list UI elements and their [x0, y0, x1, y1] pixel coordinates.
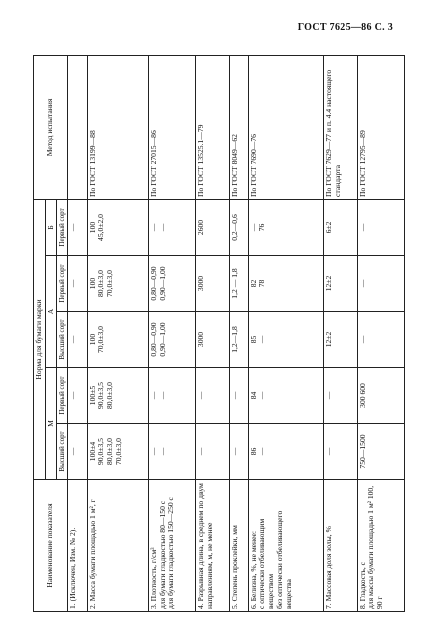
row-name: 3. Плотность, г/см³ для бумаги гладкостью 80—150 с для бумаги гладкостью 150—250 с: [149, 480, 196, 612]
cell-m-first: — —: [149, 368, 196, 424]
cell-a-top: 0,80—0,90 0,90—1,00: [149, 312, 196, 368]
cell-a-first: 1,2 — 1,8: [229, 256, 248, 312]
header-a-top: Высший сорт: [57, 312, 68, 368]
cell-m-first: —: [324, 368, 357, 424]
cell-m-top: 100±4 90,0±3,5 80,0±3,0 70,0±3,0: [87, 424, 149, 480]
table-row: [248, 55, 324, 611]
cell-m-top: 750—1500: [357, 424, 404, 480]
cell-m-top: —: [68, 424, 87, 480]
cell-b-first: 100 45,0±2,0: [87, 199, 149, 255]
row-name: 2. Масса бумаги площадью 1 м², г: [87, 480, 149, 612]
cell-m-top: —: [229, 424, 248, 480]
table-row: [87, 55, 149, 611]
cell-a-first: 12±2: [324, 256, 357, 312]
cell-a-top: —: [68, 312, 87, 368]
cell-method: По ГОСТ 8049—62: [229, 55, 248, 199]
cell-b-first: 2600: [196, 199, 229, 255]
cell-m-top: —: [324, 424, 357, 480]
cell-method: По ГОСТ 27015—86: [149, 55, 196, 199]
cell-b-first: — —: [149, 199, 196, 255]
row-name: 6. Белизна, %, не менее: с оптически отбеливающим веществом без оптически отбеливающего вещества: [248, 480, 324, 612]
header-a-first: Первый сорт: [57, 256, 68, 312]
row-name: 7. Массовая доля золы, %: [324, 480, 357, 612]
table-row: [68, 55, 87, 611]
cell-b-first: —: [68, 199, 87, 255]
cell-method: По ГОСТ 7690—76: [248, 55, 324, 199]
row-name: 8. Гладкость, с для массы бумаги площадью 1 м² 100, 90 г: [357, 480, 404, 612]
header-grade-b: Б: [45, 199, 57, 255]
cell-method: По ГОСТ 7629—77 и п. 4.4 настоящего стандарта: [324, 55, 357, 199]
cell-m-first: —: [68, 368, 87, 424]
cell-a-first: 100 80,0±3,0 70,0±3,0: [87, 256, 149, 312]
row-name: 1. (Исключен, Изм. № 2).: [68, 480, 87, 612]
row-name: 5. Степень проклейки, мм: [229, 480, 248, 612]
cell-b-first: — 76: [248, 199, 324, 255]
cell-m-first: 300 600: [357, 368, 404, 424]
cell-a-top: —: [357, 312, 404, 368]
cell-method: По ГОСТ 12795—89: [357, 55, 404, 199]
cell-a-first: 0,80—0,90 0,90—1,00: [149, 256, 196, 312]
cell-b-first: —: [357, 199, 404, 255]
cell-a-top: 12±2: [324, 312, 357, 368]
cell-a-top: 100 70,0±3,0: [87, 312, 149, 368]
cell-m-first: 84 —: [248, 368, 324, 424]
table-row: [149, 55, 196, 611]
cell-method: По ГОСТ 13525.1—79: [196, 55, 229, 199]
cell-b-first: 0,2—0,6: [229, 199, 248, 255]
page-header: ГОСТ 7625—86 С. 3: [297, 22, 393, 33]
norms-table: [33, 55, 405, 612]
header-norm: Норма для бумаги марки: [34, 199, 46, 479]
header-b-first: Первый сорт: [57, 199, 68, 255]
cell-method: [68, 55, 87, 199]
table-row: [324, 55, 357, 611]
cell-m-first: 100±5 90,0±3,5 80,0±3,0: [87, 368, 149, 424]
rotated-table-container: [33, 56, 405, 612]
cell-m-top: 86 —: [248, 424, 324, 480]
cell-a-first: —: [68, 256, 87, 312]
header-m-first: Первый сорт: [57, 368, 68, 424]
header-grade-a: А: [45, 256, 57, 368]
cell-a-top: 1,2—1,8: [229, 312, 248, 368]
header-grade-m: М: [45, 368, 57, 480]
cell-method: По ГОСТ 13199—88: [87, 55, 149, 199]
cell-m-first: —: [196, 368, 229, 424]
cell-m-first: —: [229, 368, 248, 424]
table-row: [229, 55, 248, 611]
header-indicator: Наименование показателя: [34, 480, 68, 612]
cell-m-top: —: [196, 424, 229, 480]
cell-a-first: 82 78: [248, 256, 324, 312]
cell-b-first: 6±2: [324, 199, 357, 255]
cell-a-first: 3000: [196, 256, 229, 312]
table-row: [357, 55, 404, 611]
table-row: [196, 55, 229, 611]
cell-a-top: 85 —: [248, 312, 324, 368]
header-m-top: Высший сорт: [57, 424, 68, 480]
header-method: Метод испытания: [34, 55, 68, 199]
row-name: 4. Разрывная длина, в среднем по двум направлениям, м, не менее: [196, 480, 229, 612]
rotated-table-area: [33, 56, 405, 612]
cell-a-first: —: [357, 256, 404, 312]
cell-a-top: 3000: [196, 312, 229, 368]
cell-m-top: — —: [149, 424, 196, 480]
